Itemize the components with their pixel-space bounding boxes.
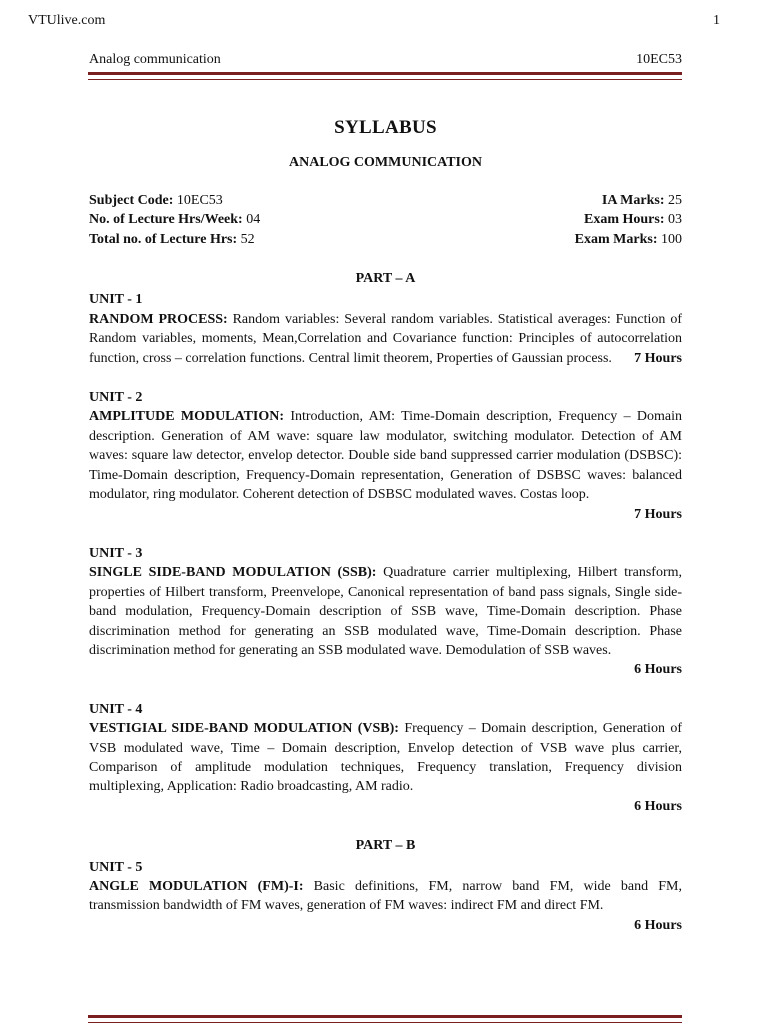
meta-value: 10EC53 [173, 192, 223, 208]
unit-text: Quadrature carrier multiplexing, Hilbert transform, properties of Hilbert transform, Preenvelope, Canonical representation of band pass signals, Single side-band modulation, Frequency-Domain description of SSB wave, Time-Domain description. Phase discrimination method for generating an SSB modulated wave, Time-Domain description. Phase discrimination method for generating an SSB modulated wave. Demodulation of SSB waves. [89, 565, 682, 658]
unit-topics [89, 719, 682, 797]
site-name: VTUlive.com [28, 13, 106, 28]
unit-text: Frequency – Domain description, Generation of VSB modulated wave, Time – Domain description, Envelop detection of VSB wave plus carrier, Comparison of amplitude modulation techniques, Frequency translation, Frequency division multiplexing, Application: Radio broadcasting, AM radio. [89, 721, 682, 795]
unit-text: Basic definitions, FM, narrow band FM, wide band FM, transmission bandwidth of FM waves, generation of FM waves: indirect FM and direct FM. [89, 879, 683, 914]
unit-text: Random variables: Several random variables. Statistical averages: Function of Random variables, moments, Mean,Correlation and Covariance function: Principles of autocorrelation function, cross – correlation functions. Central limit theorem, Properties of Gaussian process. [89, 311, 682, 366]
unit-3 [89, 544, 682, 680]
meta-value: 100 [657, 231, 682, 247]
page-number: 1 [713, 13, 720, 28]
unit-4 [89, 700, 682, 816]
unit-heading: VESTIGIAL SIDE-BAND MODULATION (VSB): [89, 721, 399, 737]
meta-label: Exam Hours: [584, 212, 665, 228]
unit-title: UNIT - 2 [89, 390, 143, 406]
unit-topics [89, 563, 682, 660]
unit-heading: AMPLITUDE MODULATION: [89, 409, 285, 425]
unit-topics [89, 877, 682, 916]
unit-heading: RANDOM PROCESS: [89, 311, 228, 327]
syllabus-content [89, 118, 682, 935]
meta-row [89, 230, 682, 249]
meta-value: 52 [237, 231, 255, 247]
unit-2 [89, 388, 682, 524]
meta-label: IA Marks: [601, 192, 665, 208]
meta-label: Subject Code: [89, 192, 174, 208]
meta-row [89, 210, 682, 229]
unit-hours: 6 Hours [634, 662, 682, 678]
page-subtitle: ANALOG COMMUNICATION [288, 155, 482, 171]
unit-hours: 6 Hours [634, 798, 682, 814]
part-b-heading: PART – B [355, 838, 416, 854]
meta-value: 03 [664, 212, 682, 228]
unit-topics [89, 407, 682, 504]
meta-label: No. of Lecture Hrs/Week: [89, 212, 243, 228]
unit-text: Introduction, AM: Time-Domain description, Frequency – Domain description. Generation of AM wave: square law modulator, switching modulator. Detection of AM waves: square law detector, envelop detector. Double side band suppressed carrier modulation (DSBSC): Time-Domain description, Frequency-Domain representation, Generation of DSBSC waves: balanced modulator, ring modulator. Coherent detection of DSBSC modulated waves. Costas loop. [89, 409, 682, 503]
unit-title: UNIT - 1 [89, 292, 143, 308]
running-head-right: 10EC53 [636, 52, 682, 67]
page-title: SYLLABUS [334, 117, 437, 138]
meta-row [89, 191, 682, 210]
unit-title: UNIT - 5 [89, 859, 143, 875]
unit-heading: ANGLE MODULATION (FM)-I: [89, 879, 304, 895]
page-top-bar [28, 13, 720, 29]
unit-title: UNIT - 3 [89, 545, 143, 561]
running-head [89, 52, 682, 68]
unit-hours: 6 Hours [634, 917, 682, 933]
unit-heading: SINGLE SIDE-BAND MODULATION (SSB): [89, 565, 377, 581]
meta-value: 25 [664, 192, 682, 208]
part-a-heading: PART – A [355, 271, 416, 287]
unit-1 [89, 290, 682, 368]
footer-rule [88, 1015, 682, 1023]
unit-hours: 7 Hours [634, 350, 682, 366]
header-rule [88, 72, 682, 80]
unit-5 [89, 858, 682, 936]
unit-title: UNIT - 4 [89, 701, 143, 717]
running-head-left: Analog communication [89, 52, 221, 67]
meta-value: 04 [242, 212, 261, 228]
meta-label: Total no. of Lecture Hrs: [89, 231, 238, 247]
meta-label: Exam Marks: [574, 231, 658, 247]
subject-meta [89, 191, 682, 249]
unit-hours: 7 Hours [634, 506, 682, 522]
unit-topics [89, 310, 682, 368]
